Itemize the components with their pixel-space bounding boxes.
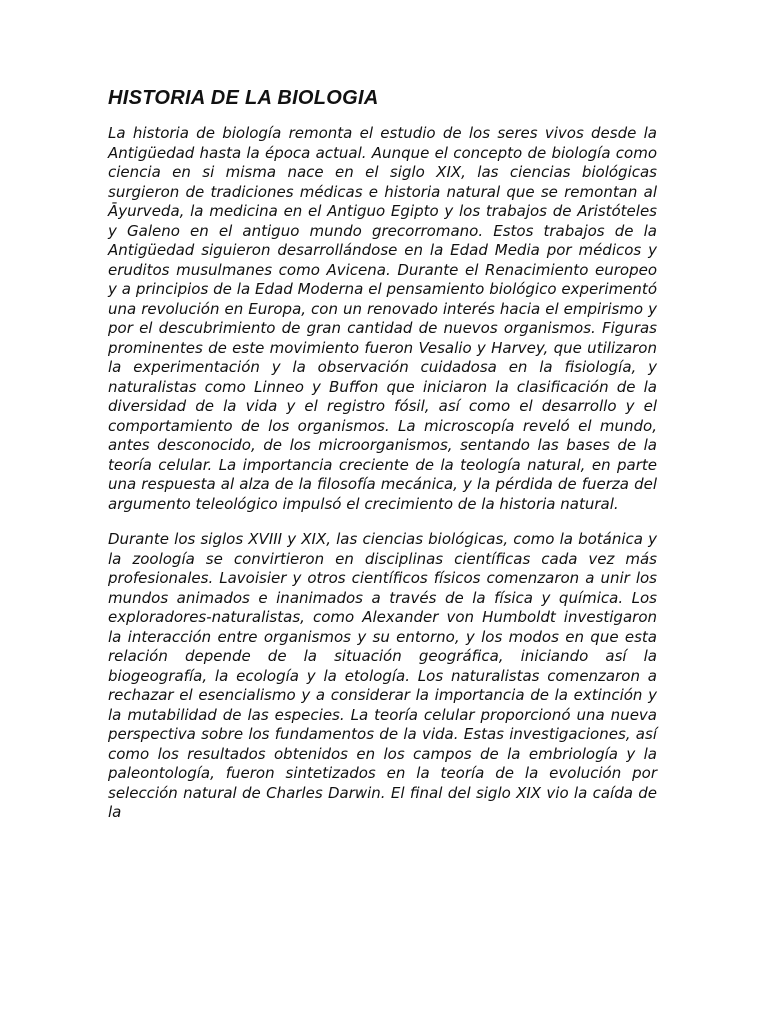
paragraph-2: Durante los siglos XVIII y XIX, las ciencias biológicas, como la botánica y la zoología se convirtieron en disciplinas científicas cada vez más profesionales. Lavoisier y otros científicos físicos comenzaron a unir los mundos animados e inanimados a través de la física y química. Los exploradores-naturalistas, como Alexander von Humboldt investigaron la interacción entre organismos y su entorno, y los modos en que esta relación depende de la situación geográfica, iniciando así la biogeografía, la ecología y la etología. Los naturalistas comenzaron a rechazar el esencialismo y a considerar la importancia de la extinción y la mutabilidad de las especies. La teoría celular proporcionó una nueva perspectiva sobre los fundamentos de la vida. Estas investigaciones, así como los resultados obtenidos en los campos de la embriología y la paleontología, fueron sintetizados en la teoría de la evolución por selección natural de Charles Darwin. El final del siglo XIX vio la caída de la <box>108 530 657 821</box>
paragraph-1: La historia de biología remonta el estudio de los seres vivos desde la Antigüedad hasta la época actual. Aunque el concepto de biología como ciencia en si misma nace en el siglo XIX, las ciencias biológicas surgieron de tradiciones médicas e historia natural que se remontan al Āyurveda, la medicina en el Antiguo Egipto y los trabajos de Aristóteles y Galeno en el antiguo mundo grecorromano. Estos trabajos de la Antigüedad siguieron desarrollándose en la Edad Media por médicos y eruditos musulmanes como Avicena. Durante el Renacimiento europeo y a principios de la Edad Moderna el pensamiento biológico experimentó una revolución en Europa, con un renovado interés hacia el empirismo y por el descubrimiento de gran cantidad de nuevos organismos. Figuras prominentes de este movimiento fueron Vesalio y Harvey, que utilizaron la experimentación y la observación cuidadosa en la fisiología, y naturalistas como Linneo y Buffon que iniciaron la clasificación de la diversidad de la vida y el registro fósil, así como el desarrollo y el comportamiento de los organismos. La microscopía reveló el mundo, antes desconocido, de los microorganismos, sentando las bases de la teoría celular. La importancia creciente de la teología natural, en parte una respuesta al alza de la filosofía mecánica, y la pérdida de fuerza del argumento teleológico impulsó el crecimiento de la historia natural. <box>108 124 657 513</box>
document-body <box>108 86 657 823</box>
document-title: HISTORIA DE LA BIOLOGIA <box>108 87 379 109</box>
